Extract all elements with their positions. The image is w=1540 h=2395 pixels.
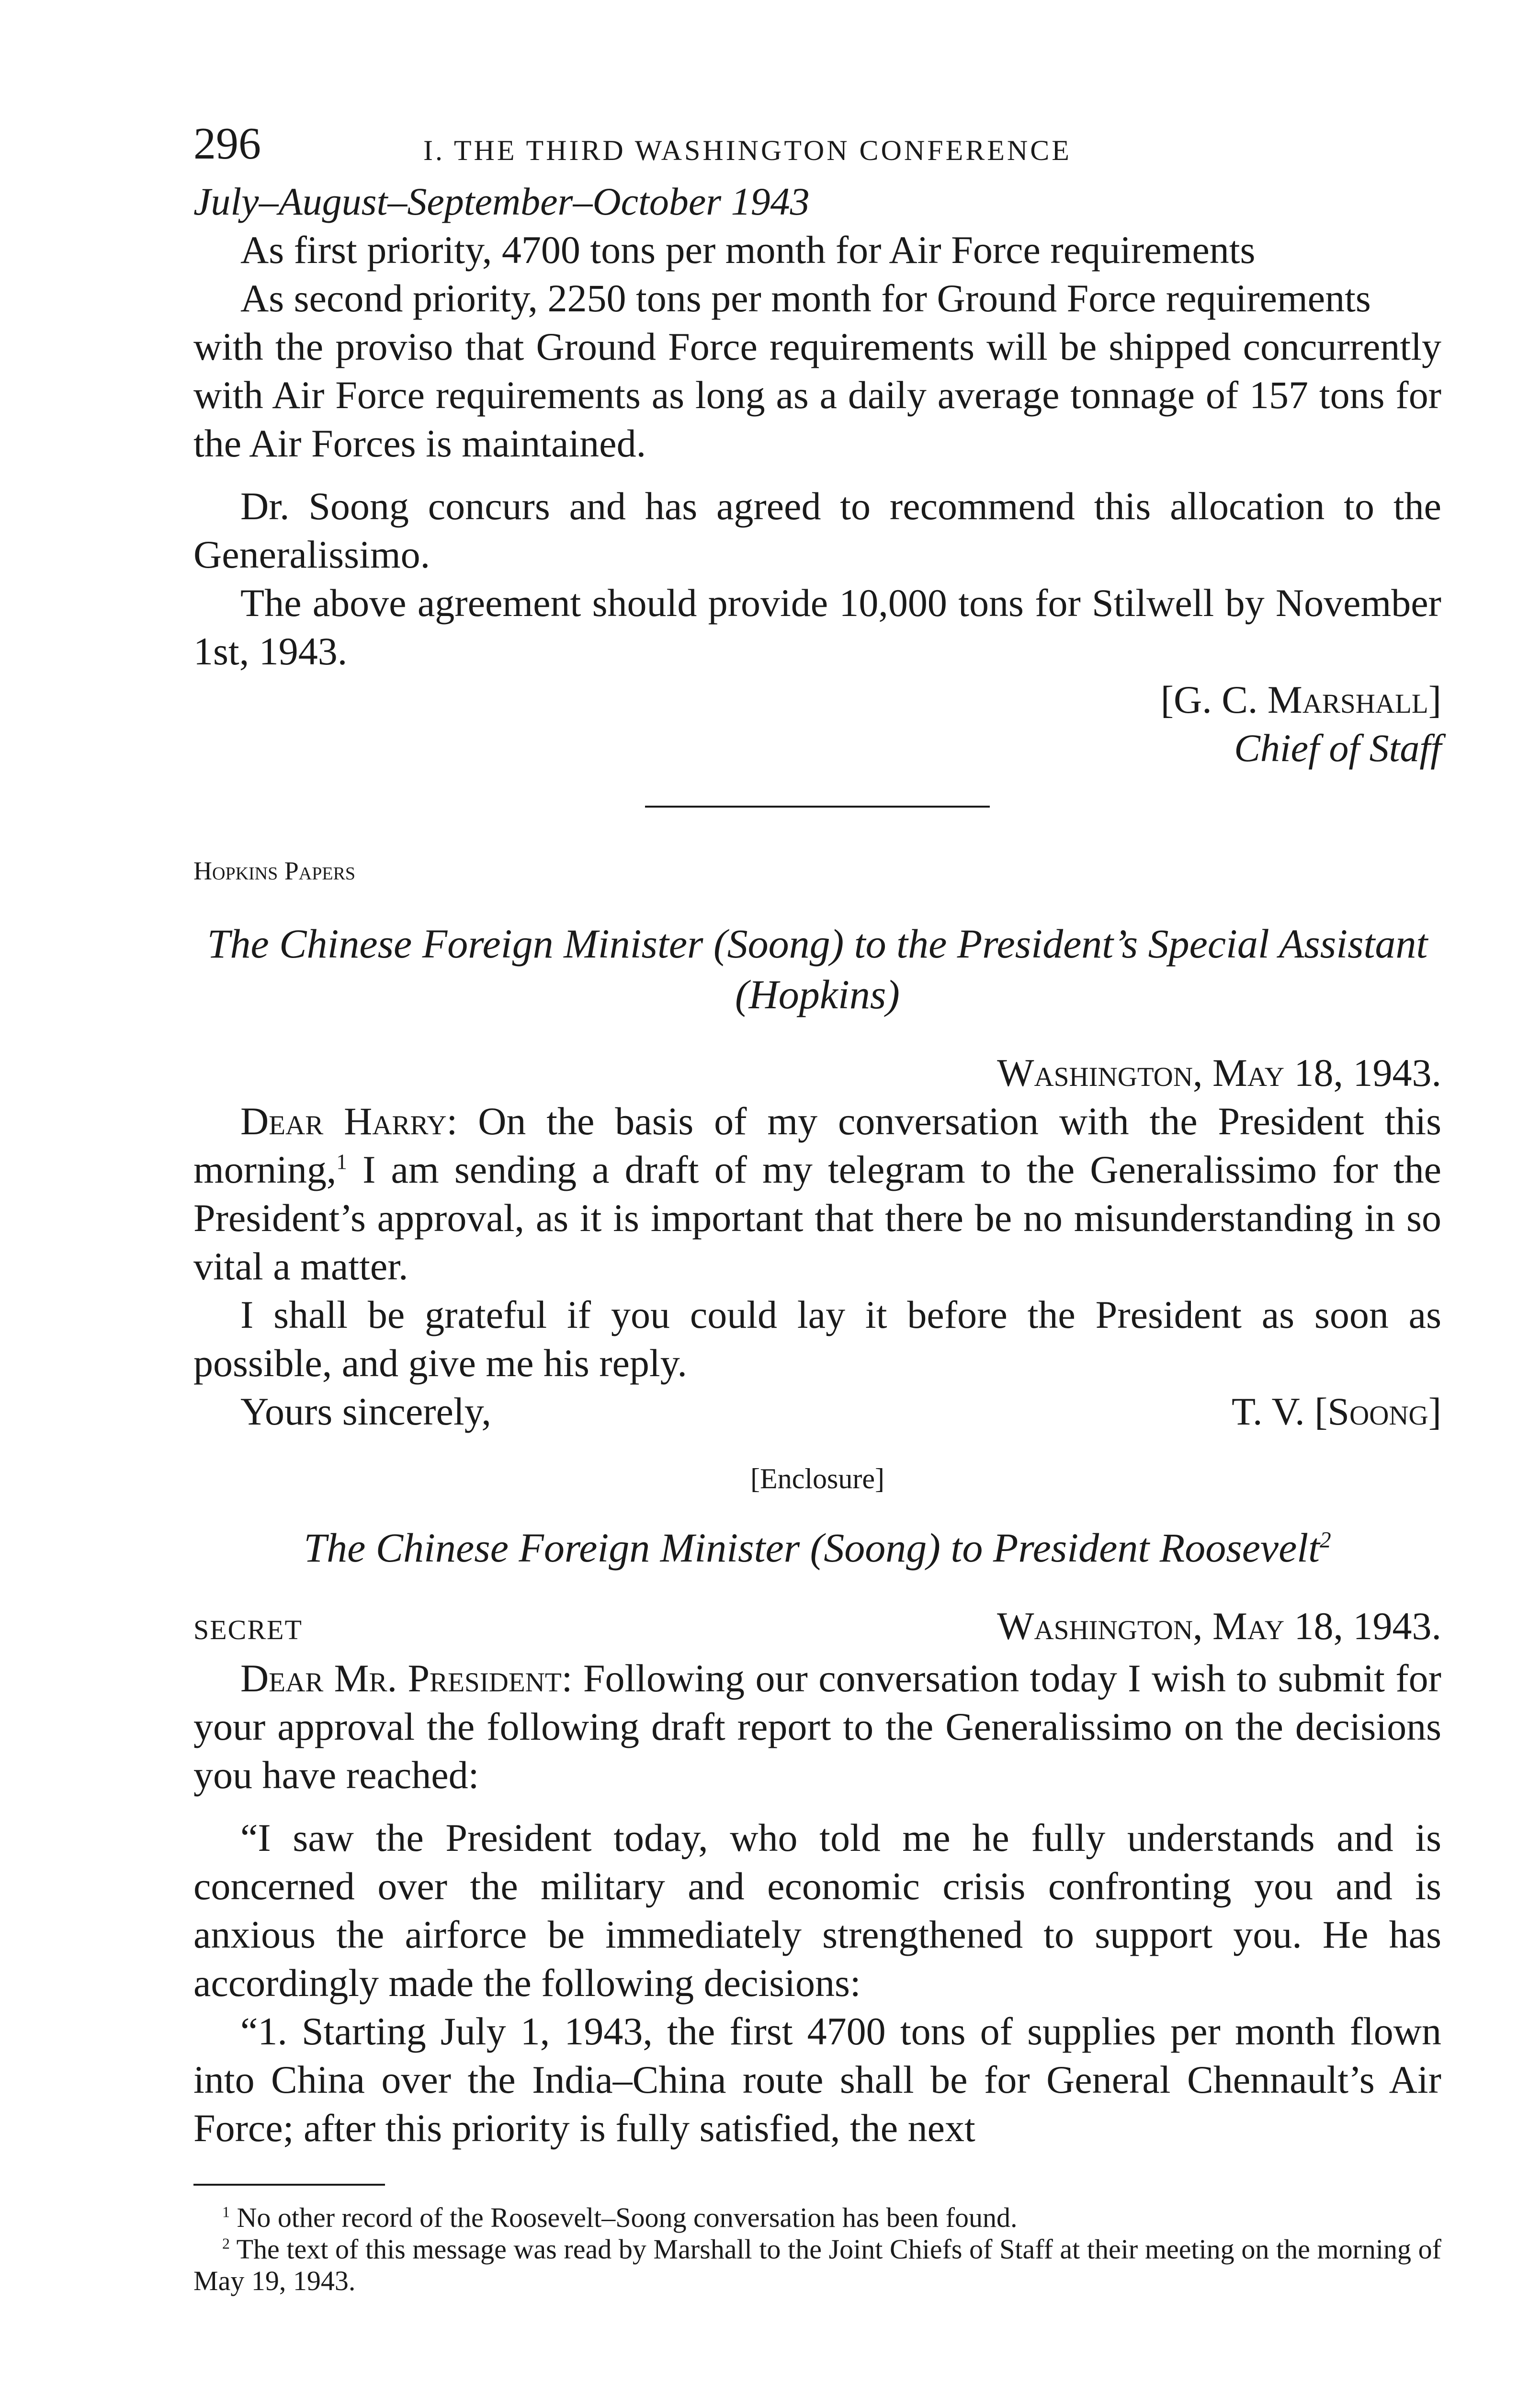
footnote-1-number: 1 bbox=[222, 2203, 230, 2221]
letter1-closing-row bbox=[193, 1387, 1441, 1436]
enclosure-dateline-row bbox=[193, 1602, 1441, 1654]
memo-period: July–August–September–October 1943 bbox=[193, 180, 810, 223]
enclosure-salutation: Dear Mr. President: bbox=[240, 1656, 573, 1700]
memo-para-soong: Dr. Soong concurs and has agreed to recommend this allocation to the Generalissimo. bbox=[193, 484, 1441, 576]
footnote-ref-2: 2 bbox=[1320, 1528, 1331, 1553]
section-divider bbox=[645, 806, 990, 808]
classification-marking: SECRET bbox=[193, 1614, 303, 1645]
page-header bbox=[193, 120, 1441, 177]
letter1-closing: Yours sincerely, bbox=[240, 1390, 491, 1433]
enclosure-intro bbox=[193, 1654, 1441, 1799]
footnote-2-text: The text of this message was read by Marshall to the Joint Chiefs of Staff at their meeting on the morning of May 19, 1943. bbox=[193, 2234, 1441, 2296]
memo-priority-1: As first priority, 4700 tons per month for Air Force requirements bbox=[240, 228, 1256, 272]
enclosure-label: [Enclosure] bbox=[750, 1463, 884, 1494]
footnote-rule bbox=[193, 2184, 385, 2186]
enclosure-dateline: Washington, May 18, 1943. bbox=[997, 1604, 1441, 1648]
letter1-dateline: Washington, May 18, 1943. bbox=[997, 1051, 1441, 1095]
page-number: 296 bbox=[193, 119, 261, 169]
memo-priority-2: As second priority, 2250 tons per month for Ground Force requirements bbox=[240, 276, 1371, 320]
page-content bbox=[193, 120, 1441, 2297]
enclosure-title-line bbox=[193, 1522, 1441, 1573]
letter1-signature: T. V. [Soong] bbox=[1231, 1390, 1441, 1433]
footnote-1 bbox=[193, 2202, 1441, 2234]
running-head: I. THE THIRD WASHINGTON CONFERENCE bbox=[423, 135, 1072, 166]
letter1-salutation: Dear Harry: bbox=[240, 1099, 458, 1143]
enclosure-title: The Chinese Foreign Minister (Soong) to President Roosevelt bbox=[304, 1525, 1320, 1571]
footnote-1-text: No other record of the Roosevelt–Soong conversation has been found. bbox=[237, 2202, 1018, 2233]
memo-proviso: with the proviso that Ground Force requirements will be shipped concurrently with Air Force requirements as long as a daily average tonnage of 157 tons for the Air Forces is maintained. bbox=[193, 325, 1441, 465]
letter1-source: Hopkins Papers bbox=[193, 856, 356, 885]
memo-signature-name: [G. C. Marshall] bbox=[1160, 678, 1441, 721]
footnote-2 bbox=[193, 2234, 1441, 2297]
footnote-2-number: 2 bbox=[222, 2235, 230, 2252]
letter1-body-1 bbox=[193, 1097, 1441, 1290]
letter1-body-2: I shall be grateful if you could lay it before the President as soon as possible, and give me his reply. bbox=[193, 1293, 1441, 1385]
footnote-ref-1: 1 bbox=[336, 1150, 347, 1174]
enclosure-quote-1: “I saw the President today, who told me he fully understands and is concerned over the military and economic crisis confronting you and is anxious the airforce be immediately strengthened to support you. He has accordingly made the following decisions: bbox=[193, 1816, 1441, 2005]
letter1-body-1b: I am sending a draft of my telegram to the Generalissimo for the President’s approval, as it is important that there be no misunderstanding in so vital a matter. bbox=[193, 1148, 1441, 1288]
memo-para-stilwell: The above agreement should provide 10,000 tons for Stilwell by November 1st, 1943. bbox=[193, 581, 1441, 673]
letter1-title: The Chinese Foreign Minister (Soong) to the President’s Special Assistant (Hopkins) bbox=[207, 921, 1428, 1017]
memo-signature-title: Chief of Staff bbox=[1234, 726, 1441, 770]
enclosure-intro-text: Following our conversation today I wish to submit for your approval the following draft report to the Generalissimo on the decisions you have reached: bbox=[193, 1656, 1441, 1797]
letter1-body-1a: On the basis of my conversation with the President this morning, bbox=[193, 1099, 1442, 1191]
enclosure-quote-2: “1. Starting July 1, 1943, the first 4700 tons of supplies per month flown into China over the India–China route shall be for General Chennault’s Air Force; after this priority is fully satisfied, the next bbox=[193, 2009, 1441, 2150]
